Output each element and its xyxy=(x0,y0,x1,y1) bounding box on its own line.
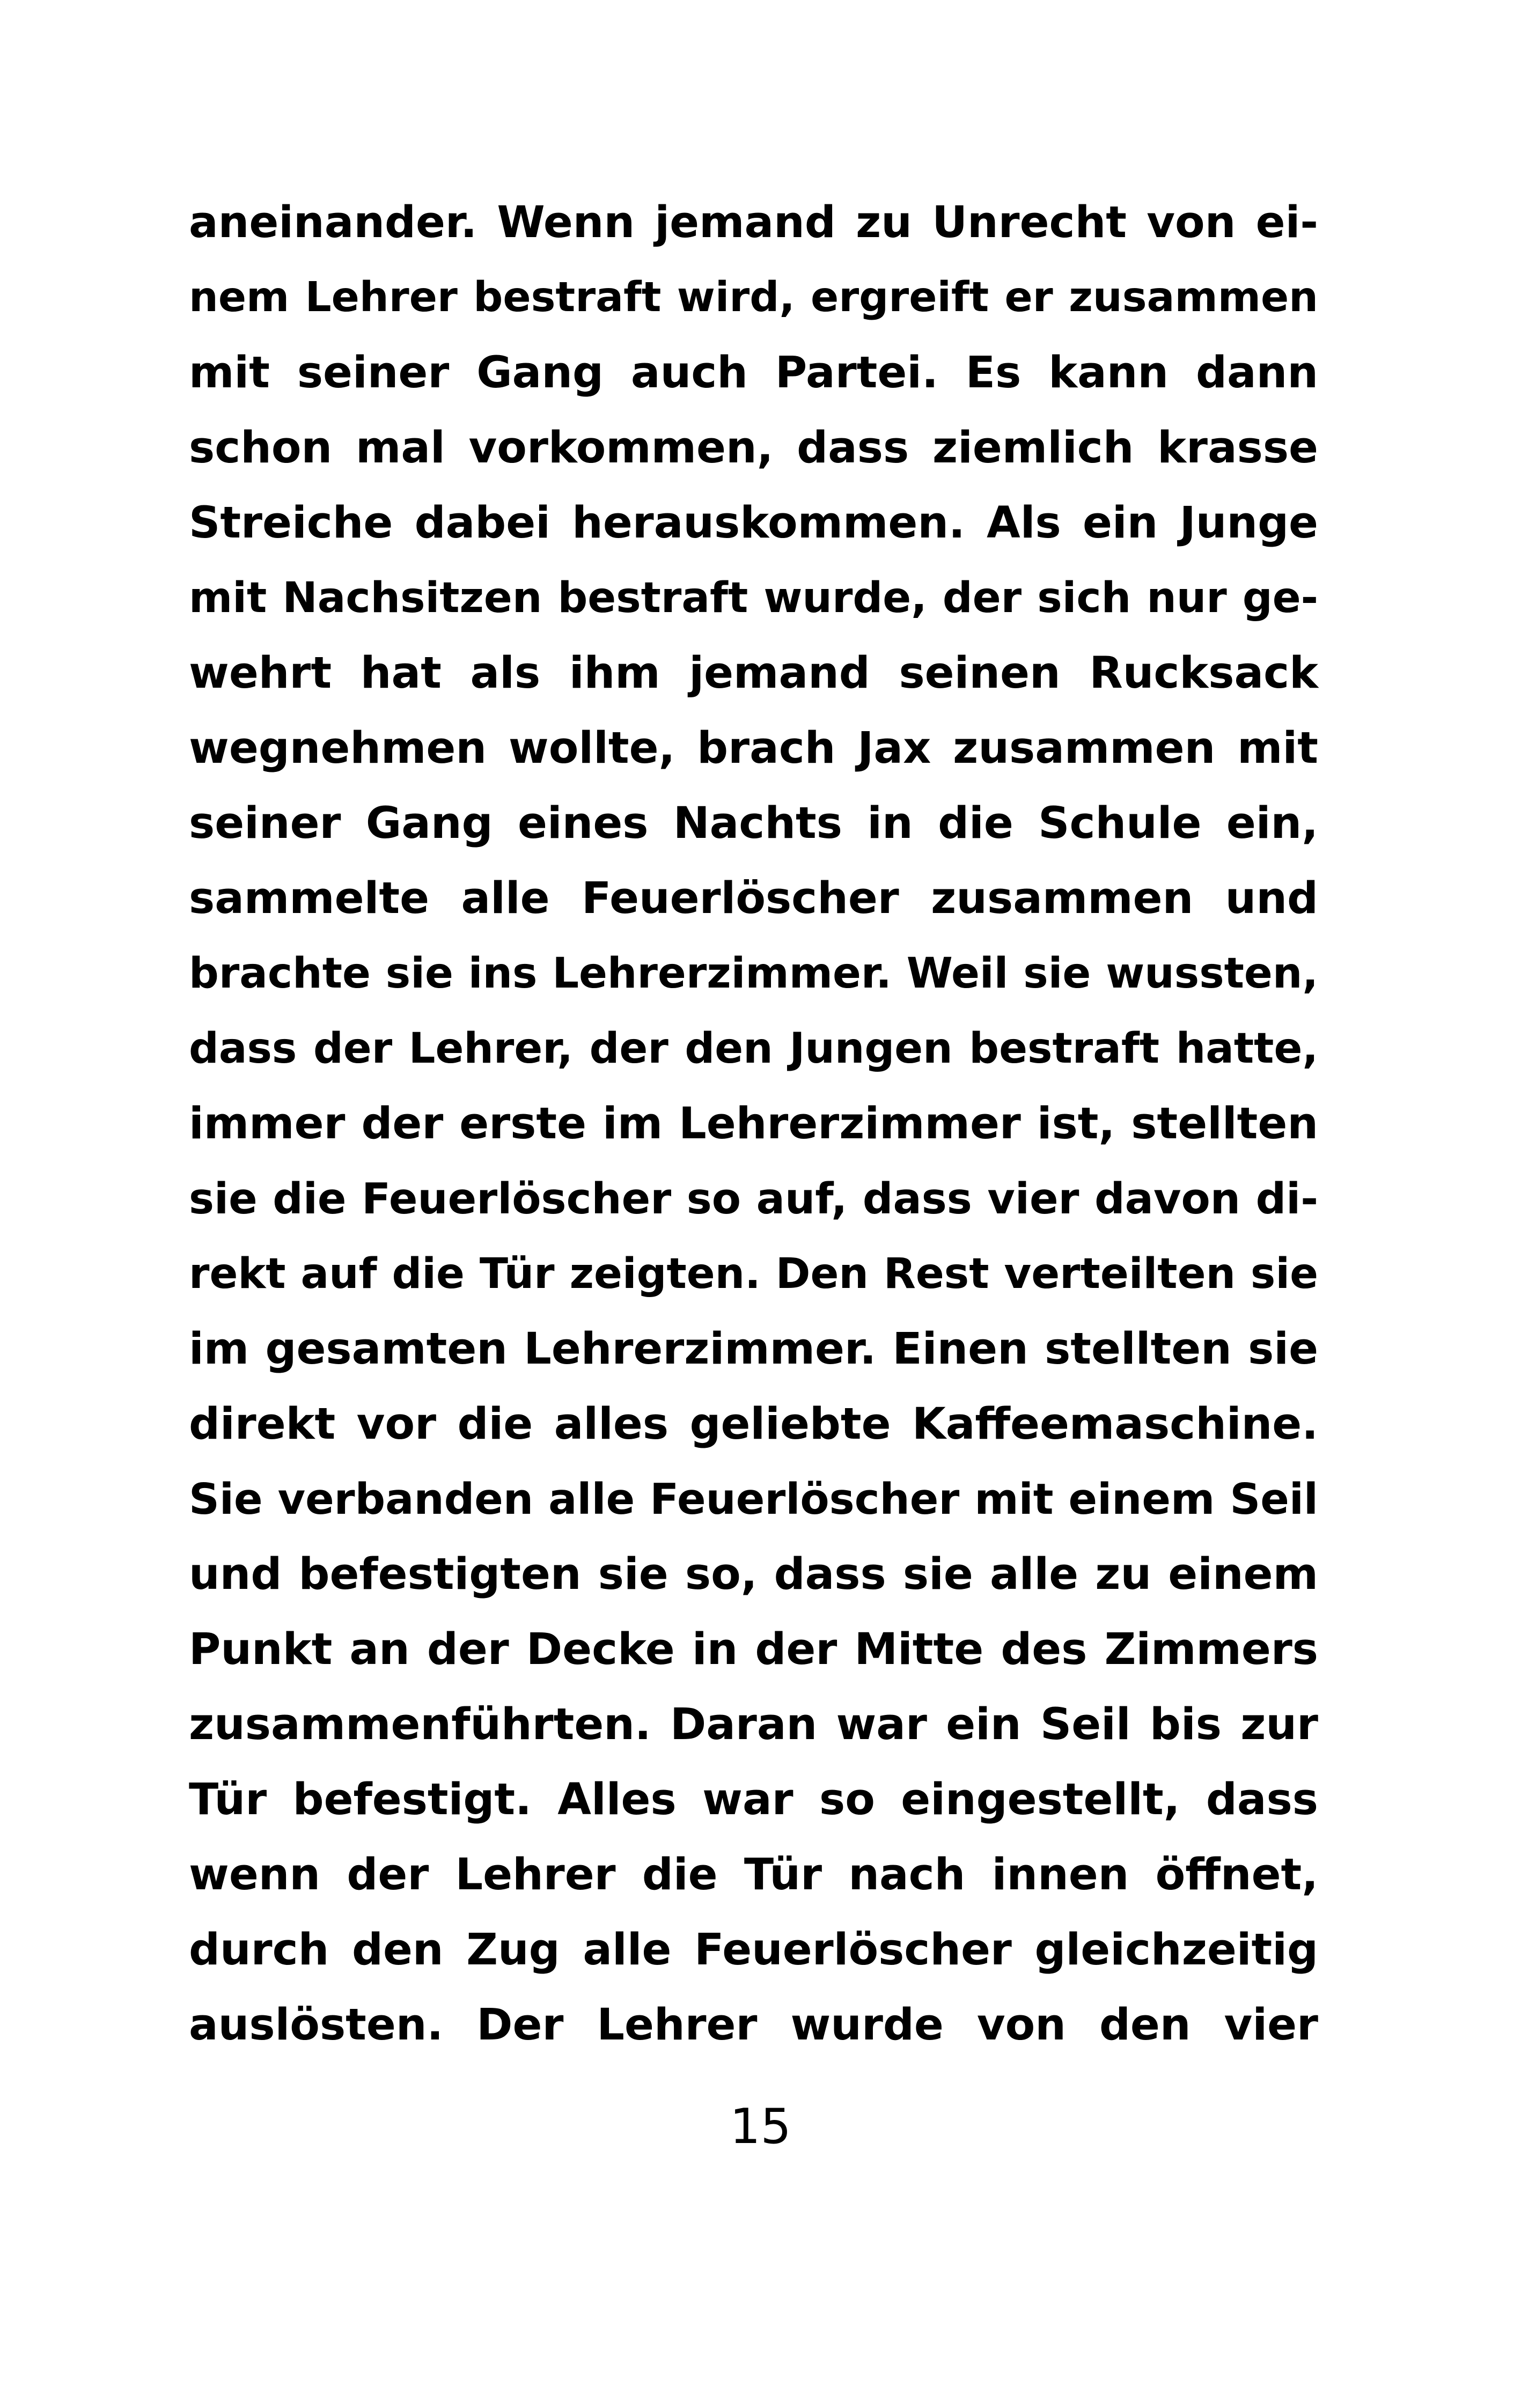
text-line: nem Lehrer bestraft wird, ergreift er zusammen xyxy=(189,274,1318,321)
text-line: durch den Zug alle Feuerlöscher gleichzeitig xyxy=(189,1925,1318,1975)
text-line: rekt auf die Tür zeigten. Den Rest verteilten sie xyxy=(189,1250,1318,1298)
text-line: mit Nachsitzen bestraft wurde, der sich nur ge- xyxy=(189,574,1318,622)
text-line: seiner Gang eines Nachts in die Schule ein, xyxy=(189,798,1318,849)
text-line: Tür befestigt. Alles war so eingestellt, dass xyxy=(189,1774,1318,1825)
text-line: wenn der Lehrer die Tür nach innen öffnet, xyxy=(189,1850,1318,1900)
text-line: und befestigten sie so, dass sie alle zu einem xyxy=(189,1549,1318,1600)
body-text xyxy=(189,185,1318,2063)
text-line: sammelte alle Feuerlöscher zusammen und xyxy=(189,873,1318,924)
text-line: dass der Lehrer, der den Jungen bestraft hatte, xyxy=(189,1025,1318,1073)
text-line: auslösten. Der Lehrer wurde von den vier xyxy=(189,2000,1318,2050)
text-line: schon mal vorkommen, dass ziemlich krasse xyxy=(189,423,1318,473)
text-line: immer der erste im Lehrerzimmer ist, stellten xyxy=(189,1099,1318,1149)
text-line: Streiche dabei herauskommen. Als ein Junge xyxy=(189,498,1318,548)
page-number: 15 xyxy=(730,2098,791,2155)
text-line: zusammenführten. Daran war ein Seil bis zur xyxy=(189,1699,1318,1750)
text-line: wegnehmen wollte, brach Jax zusammen mit xyxy=(189,723,1318,774)
text-line: aneinander. Wenn jemand zu Unrecht von ei- xyxy=(189,197,1318,248)
text-line: sie die Feuerlöscher so auf, dass vier davon di- xyxy=(189,1174,1318,1224)
text-line: brachte sie ins Lehrerzimmer. Weil sie wussten, xyxy=(189,949,1318,998)
text-line: Sie verbanden alle Feuerlöscher mit einem Seil xyxy=(189,1475,1318,1524)
text-line: wehrt hat als ihm jemand seinen Rucksack xyxy=(189,648,1318,698)
text-line: direkt vor die alles geliebte Kaffeemaschine. xyxy=(189,1399,1318,1449)
text-line: mit seiner Gang auch Partei. Es kann dann xyxy=(189,348,1318,398)
text-line: im gesamten Lehrerzimmer. Einen stellten sie xyxy=(189,1324,1318,1374)
text-line: Punkt an der Decke in der Mitte des Zimmers xyxy=(189,1624,1318,1675)
